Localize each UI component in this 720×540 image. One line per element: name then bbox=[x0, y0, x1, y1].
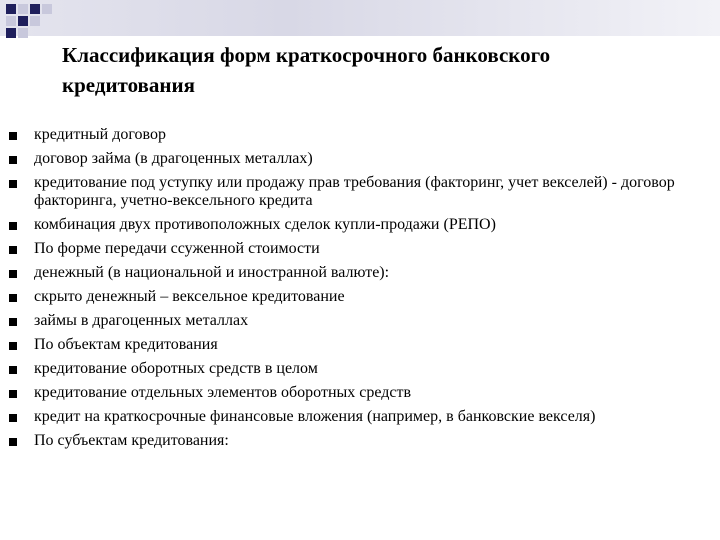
bullet-icon bbox=[9, 318, 17, 326]
bullet-icon bbox=[9, 414, 17, 422]
list-item-text: По субъектам кредитования: bbox=[34, 432, 229, 449]
list-item-text: скрыто денежный – вексельное кредитование bbox=[34, 288, 345, 305]
bullet-icon bbox=[9, 366, 17, 374]
list-item bbox=[0, 126, 720, 150]
decorative-square bbox=[42, 4, 52, 14]
slide-title-line-2: кредитования bbox=[62, 73, 195, 97]
list-item bbox=[0, 216, 720, 240]
list-item-text: кредитование под уступку или продажу прав требования (факторинг, учет векселей) - договор факторинга, учетно-вексельного кредита bbox=[34, 174, 675, 209]
header-decoration bbox=[0, 0, 720, 42]
list-item bbox=[0, 150, 720, 174]
list-item bbox=[0, 288, 720, 312]
decorative-square bbox=[30, 16, 40, 26]
header-gradient-bar bbox=[0, 0, 720, 36]
decorative-square bbox=[18, 16, 28, 26]
list-item-text: договор займа (в драгоценных металлах) bbox=[34, 150, 313, 167]
list-item bbox=[0, 312, 720, 336]
bullet-icon bbox=[9, 294, 17, 302]
bullet-icon bbox=[9, 390, 17, 398]
decorative-square bbox=[18, 4, 28, 14]
list-item-text: По объектам кредитования bbox=[34, 336, 218, 353]
list-item bbox=[0, 174, 720, 216]
slide-title-line-1: Классификация форм краткосрочного банковского bbox=[62, 43, 551, 67]
decorative-square bbox=[30, 4, 40, 14]
list-item bbox=[0, 336, 720, 360]
bullet-icon bbox=[9, 270, 17, 278]
list-item bbox=[0, 408, 720, 432]
slide-title bbox=[62, 40, 682, 100]
list-item bbox=[0, 240, 720, 264]
list-item-text: комбинация двух противоположных сделок купли-продажи (РЕПО) bbox=[34, 216, 496, 233]
decorative-square bbox=[18, 28, 28, 38]
list-item bbox=[0, 360, 720, 384]
list-item-text: По форме передачи ссуженной стоимости bbox=[34, 240, 320, 257]
bullet-icon bbox=[9, 156, 17, 164]
bullet-icon bbox=[9, 180, 17, 188]
list-item-text: кредитный договор bbox=[34, 126, 166, 143]
bullet-icon bbox=[9, 222, 17, 230]
list-item bbox=[0, 432, 720, 456]
bullet-icon bbox=[9, 438, 17, 446]
list-item-text: займы в драгоценных металлах bbox=[34, 312, 249, 329]
decorative-square bbox=[6, 28, 16, 38]
list-item-text: кредит на краткосрочные финансовые вложения (например, в банковские векселя) bbox=[34, 408, 596, 425]
bullet-list bbox=[0, 126, 720, 456]
bullet-icon bbox=[9, 342, 17, 350]
list-item-text: кредитование отдельных элементов оборотных средств bbox=[34, 384, 412, 401]
list-item bbox=[0, 264, 720, 288]
list-item bbox=[0, 384, 720, 408]
decorative-square bbox=[6, 16, 16, 26]
bullet-icon bbox=[9, 246, 17, 254]
bullet-icon bbox=[9, 132, 17, 140]
list-item-text: кредитование оборотных средств в целом bbox=[34, 360, 318, 377]
list-item-text: денежный (в национальной и иностранной валюте): bbox=[34, 264, 390, 281]
decorative-square bbox=[6, 4, 16, 14]
